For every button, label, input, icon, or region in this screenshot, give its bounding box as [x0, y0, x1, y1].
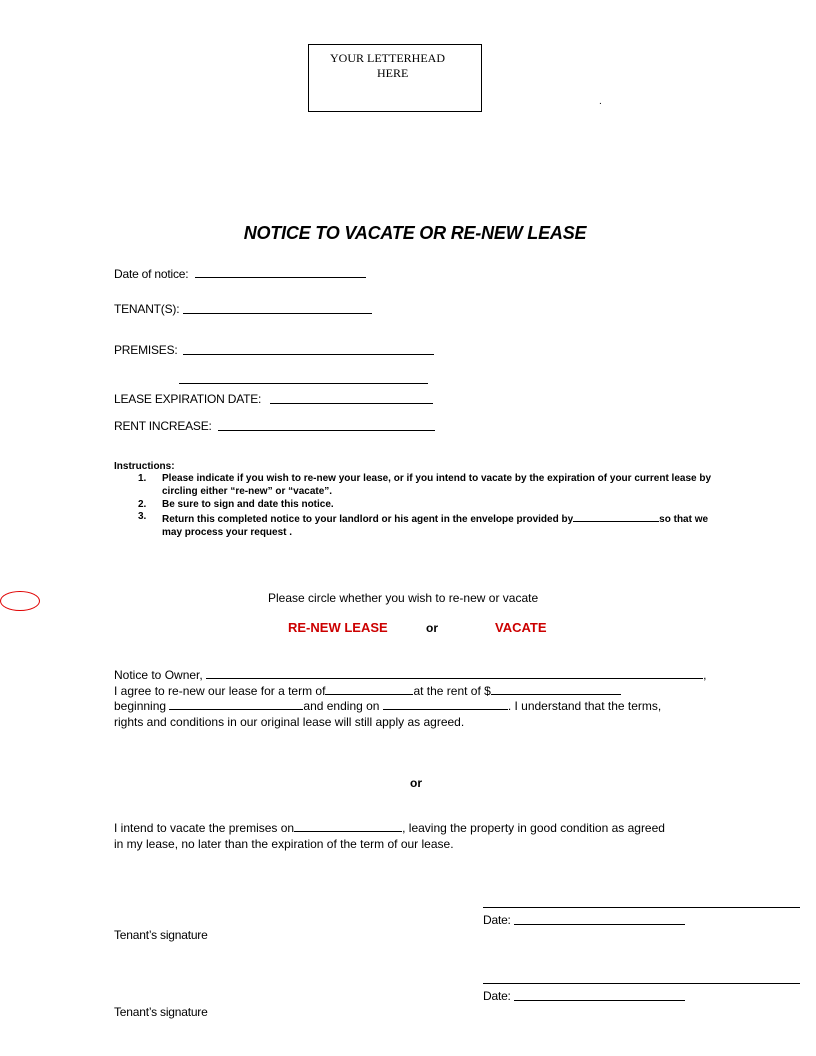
- instruction-text: Return this completed notice to your landlord or his agent in the envelope provided by: [162, 514, 574, 526]
- term-line[interactable]: [325, 684, 413, 695]
- lease-expiration-label: LEASE EXPIRATION DATE:: [114, 392, 262, 406]
- premises-line-2[interactable]: [179, 383, 428, 384]
- red-circle-mark: [0, 591, 40, 611]
- vacate-term-text: in my lease, no later than the expiration of the term of our lease.: [114, 836, 454, 851]
- rent-increase-label: RENT INCREASE:: [114, 419, 212, 433]
- page-title: NOTICE TO VACATE OR RE-NEW LEASE: [243, 223, 587, 243]
- instruction-item-1: [114, 473, 714, 499]
- owner-name-line[interactable]: [206, 668, 703, 679]
- terms-text: . I understand that the terms,: [507, 699, 662, 713]
- beginning-text: beginning: [114, 699, 167, 713]
- stray-dot: .: [599, 96, 602, 107]
- instruction-num: 3.: [138, 511, 147, 523]
- renew-term-text: I agree to re-new our lease for a term of: [114, 683, 326, 698]
- letterhead-line1: YOUR LETTERHEAD: [330, 51, 445, 65]
- comma: ,: [703, 668, 707, 682]
- renew-paragraph: [114, 668, 734, 730]
- conditions-text: rights and conditions in our original lease will still apply as agreed.: [114, 714, 465, 729]
- instruction-item-3: [114, 511, 714, 540]
- date-label-2: Date:: [483, 989, 511, 1003]
- tenant-signature-label-1: Tenant’s signature: [114, 928, 208, 942]
- agent-blank-line[interactable]: [573, 511, 659, 522]
- date-label-1: Date:: [483, 913, 511, 927]
- beginning-line[interactable]: [169, 699, 303, 710]
- vacate-paragraph: [114, 821, 734, 852]
- tenants-line[interactable]: [183, 313, 372, 314]
- ending-line[interactable]: [383, 699, 508, 710]
- vacate-condition-text: , leaving the property in good condition as agreed: [402, 821, 665, 835]
- letterhead-box: [308, 44, 482, 112]
- choice-or: or: [426, 621, 438, 635]
- tenant-signature-label-2: Tenant’s signature: [114, 1005, 208, 1019]
- signature-line-1[interactable]: [483, 907, 800, 908]
- rent-text: at the rent of $: [413, 683, 491, 698]
- rent-line[interactable]: [491, 684, 621, 695]
- letterhead-line2: HERE: [377, 66, 409, 80]
- date-of-notice-label: Date of notice:: [114, 267, 189, 281]
- notice-to-owner: Notice to Owner,: [114, 668, 203, 682]
- tenants-label: TENANT(S):: [114, 302, 180, 316]
- renew-option[interactable]: RE-NEW LEASE: [288, 620, 388, 635]
- vacate-text: I intend to vacate the premises on: [114, 821, 295, 835]
- ending-text: and ending on: [303, 699, 380, 713]
- instruction-num: 2.: [138, 498, 147, 510]
- signature-line-2[interactable]: [483, 983, 800, 984]
- instruction-text-end: so that we may process your request .: [162, 514, 709, 539]
- lease-expiration-line[interactable]: [270, 403, 433, 404]
- vacate-date-line[interactable]: [294, 821, 402, 832]
- middle-or: or: [410, 776, 422, 790]
- date-line-1[interactable]: [514, 924, 685, 925]
- instruction-item-2: [114, 499, 714, 512]
- date-of-notice-line[interactable]: [195, 277, 366, 278]
- instructions-heading: Instructions:: [114, 461, 175, 472]
- instructions-list: [114, 473, 714, 540]
- instruction-num: 1.: [138, 473, 147, 484]
- instruction-text: Be sure to sign and date this notice.: [162, 498, 334, 510]
- premises-label: PREMISES:: [114, 343, 178, 357]
- vacate-option[interactable]: VACATE: [495, 620, 547, 635]
- circle-prompt: Please circle whether you wish to re-new or vacate: [268, 591, 539, 605]
- premises-line-1[interactable]: [183, 354, 434, 355]
- date-line-2[interactable]: [514, 1000, 685, 1001]
- rent-increase-line[interactable]: [218, 430, 435, 431]
- instruction-text: Please indicate if you wish to re-new your lease, or if you intend to vacate by the expiration of your current lease by circling either “re-new” or “vacate”.: [162, 473, 712, 497]
